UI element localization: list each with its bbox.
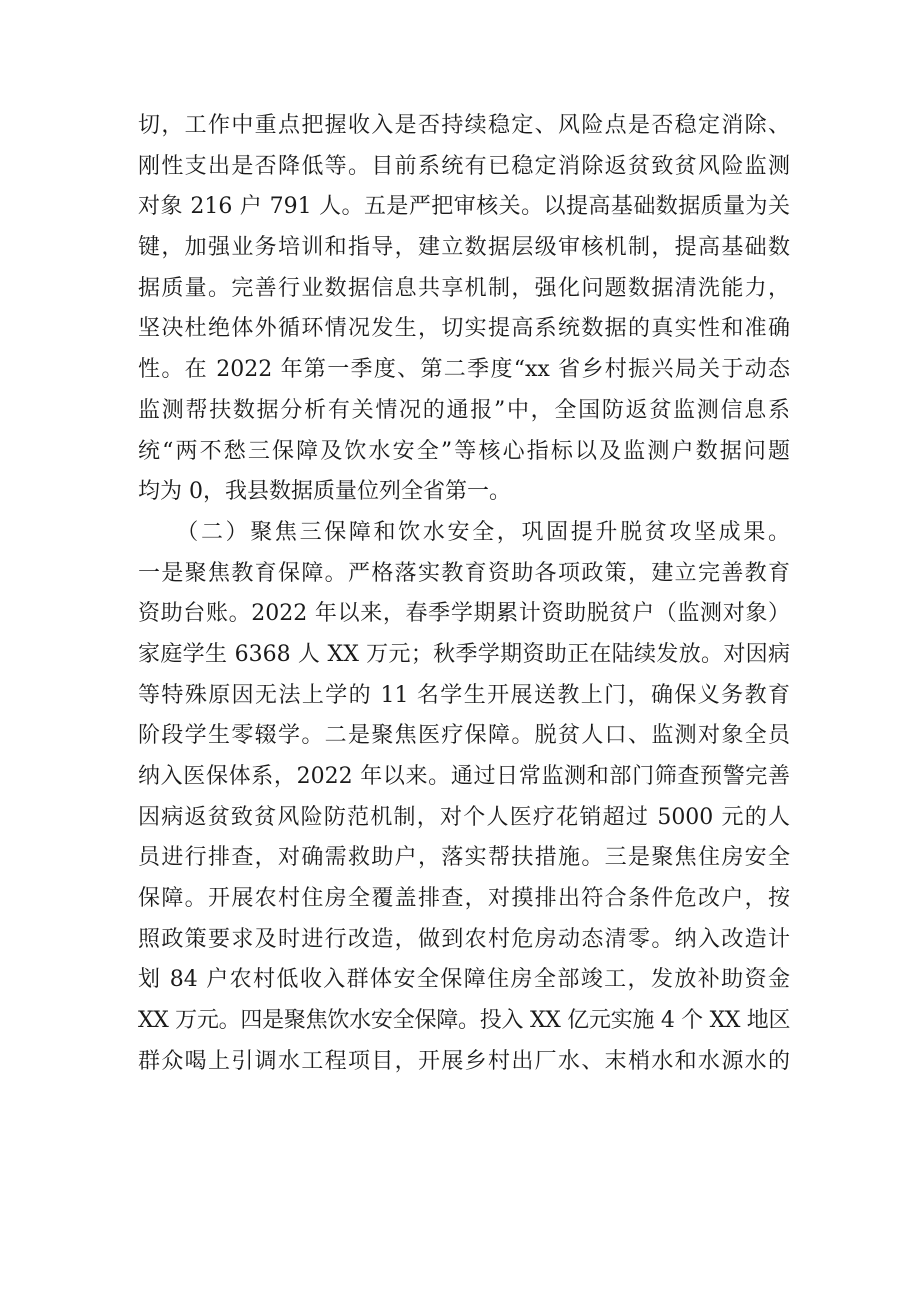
text-line: 一是聚焦教育保障。严格落实教育资助各项政策，建立完善教育	[138, 560, 790, 586]
text-line: 等特殊原因无法上学的 11 名学生开展送教上门，确保义务教育	[138, 682, 790, 708]
text-line: 家庭学生 6368 人 XX 万元；秋季学期资助正在陆续发放。对因病	[138, 641, 790, 667]
text-line: 坚决杜绝体外循环情况发生，切实提高系统数据的真实性和准确	[138, 316, 790, 342]
body-text	[138, 106, 790, 1083]
text-line: 键，加强业务培训和指导，建立数据层级审核机制，提高基础数	[138, 235, 790, 261]
text-line: 阶段学生零辍学。二是聚焦医疗保障。脱贫人口、监测对象全员	[138, 723, 790, 749]
text-line: 统“两不愁三保障及饮水安全”等核心指标以及监测户数据问题	[138, 438, 790, 464]
text-line: 性。在 2022 年第一季度、第二季度“xx 省乡村振兴局关于动态	[138, 357, 790, 383]
text-line: 员进行排查，对确需救助户，落实帮扶措施。三是聚焦住房安全	[138, 845, 790, 871]
text-line: 群众喝上引调水工程项目，开展乡村出厂水、末梢水和水源水的	[138, 1048, 790, 1074]
text-line: XX 万元。四是聚焦饮水安全保障。投入 XX 亿元实施 4 个 XX 地区	[138, 1008, 790, 1034]
text-line: 对象 216 户 791 人。五是严把审核关。以提高基础数据质量为关	[138, 194, 790, 220]
text-line: 均为 0，我县数据质量位列全省第一。	[138, 479, 511, 505]
text-line: 照政策要求及时进行改造，做到农村危房动态清零。纳入改造计	[138, 926, 790, 952]
text-line: 纳入医保体系，2022 年以来。通过日常监测和部门筛查预警完善	[138, 764, 790, 789]
text-line: 划 84 户农村低收入群体安全保障住房全部竣工，发放补助资金	[138, 967, 790, 993]
text-line: 保障。开展农村住房全覆盖排查，对摸排出符合条件危改户，按	[138, 886, 790, 912]
text-line: 刚性支出是否降低等。目前系统有已稳定消除返贫致贫风险监测	[138, 153, 790, 179]
text-line: 因病返贫致贫风险防范机制，对个人医疗花销超过 5000 元的人	[138, 804, 790, 830]
text-line: 切，工作中重点把握收入是否持续稳定、风险点是否稳定消除、	[138, 113, 790, 138]
text-line: 资助台账。2022 年以来，春季学期累计资助脱贫户（监测对象）	[138, 601, 790, 627]
text-line: 据质量。完善行业数据信息共享机制，强化问题数据清洗能力，	[138, 275, 790, 301]
section-heading: （二）聚焦三保障和饮水安全，巩固提升脱贫攻坚成果。	[138, 519, 790, 545]
text-line: 监测帮扶数据分析有关情况的通报”中，全国防返贫监测信息系	[138, 397, 790, 423]
